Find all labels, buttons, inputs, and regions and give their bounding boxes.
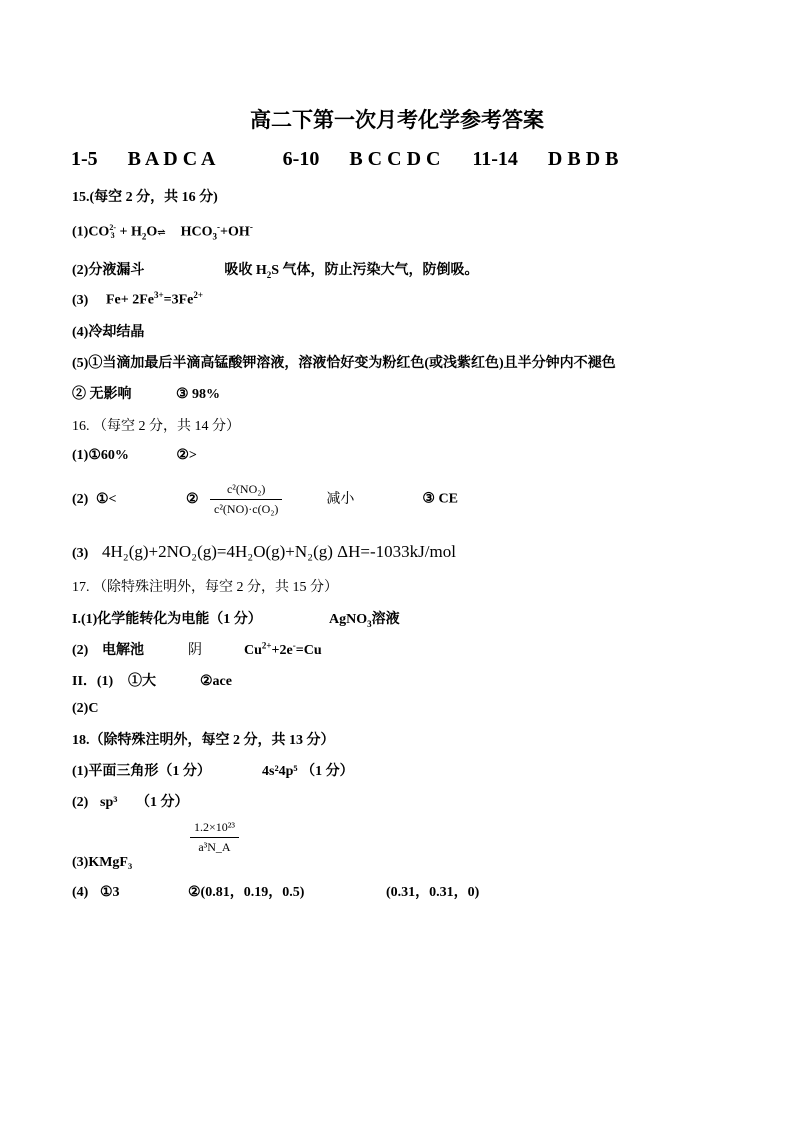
density-fraction: $\frac{\text{1.2×10²³}}{\text{a³N\_A}}$ xyxy=(190,820,239,855)
q18-part4: (4) ①3 ②(0.81，0.19，0.5) (0.31，0.31，0) xyxy=(72,885,480,900)
q18-part3: (3)KMgF₃ xyxy=(72,855,133,870)
q16-part2: (2) ①< ② $\frac{\text{c²(NO₂)}}{\text{c²(NO)·c(O₂)}}$ 减小 ③ CE xyxy=(72,482,458,516)
page-title: 高二下第一次月考化学参考答案 xyxy=(250,107,544,132)
q15-header: 15.(每空 2 分，共 16 分) xyxy=(72,190,218,205)
q18-part2: (2) sp³ （1 分） xyxy=(72,795,189,810)
mc-range-3: 11-14 xyxy=(472,148,518,170)
q16-part3: (3) 4H₂(g)+2NO₂(g)=4H₂O(g)+N₂(g) ΔH=-1033kJ/mol xyxy=(72,542,456,561)
mc-answers-2: B C C D C xyxy=(349,148,441,170)
q17-part2: (2) 电解池 阴 $Cu^{2+}+2e^-=Cu$ xyxy=(72,640,322,658)
q17-header: 17. （除特殊注明外，每空 2 分，共 15 分） xyxy=(72,580,338,595)
q18-header: 18.（除特殊注明外，每空 2 分，共 13 分） xyxy=(72,733,335,748)
q17-part3: II．(1) ①大 ②ace xyxy=(72,674,232,689)
q18-part1: (1)平面三角形（1 分） 4s²4p⁵ （1 分） xyxy=(72,764,354,779)
multiple-choice-answers xyxy=(71,148,618,171)
q15-part5-more: ② 无影响 ③ 98% xyxy=(72,387,221,402)
q15-part5: (5)①当滴加最后半滴高锰酸钾溶液，溶液恰好变为粉红色(或浅紫红色)且半分钟内不褪色 xyxy=(72,356,616,371)
equilibrium-constant-fraction: $\frac{\text{c²(NO₂)}}{\text{c²(NO)·c(O₂)}}$ xyxy=(210,482,282,517)
mc-range-2: 6-10 xyxy=(282,148,320,170)
mc-range-1: 1-5 xyxy=(71,148,98,170)
q15-part4: (4)冷却结晶 xyxy=(72,325,145,340)
q16-header: 16. （每空 2 分，共 14 分） xyxy=(72,419,240,434)
mc-answers-1: B A D C A xyxy=(127,148,216,170)
q17-part4: (2)C xyxy=(72,701,99,716)
q17-part1: I.(1)化学能转化为电能（1 分） AgNO$_3$溶液 xyxy=(72,612,400,629)
q15-part3: (3) $Fe+ 2Fe^{3+}=3Fe^{2+}$ xyxy=(72,290,204,308)
mc-answers-3: D B D B xyxy=(547,148,619,170)
q15-part1: (1)CO2- $3 + H_2O\rightleftharpoons$ $HCO_3^-+OH^-$ xyxy=(72,222,253,242)
q15-part2: (2)分液漏斗 吸收 $H_2S$ 气体，防止污染大气，防倒吸。 xyxy=(72,263,479,280)
q16-part1: (1)①60% ②> xyxy=(72,448,197,463)
